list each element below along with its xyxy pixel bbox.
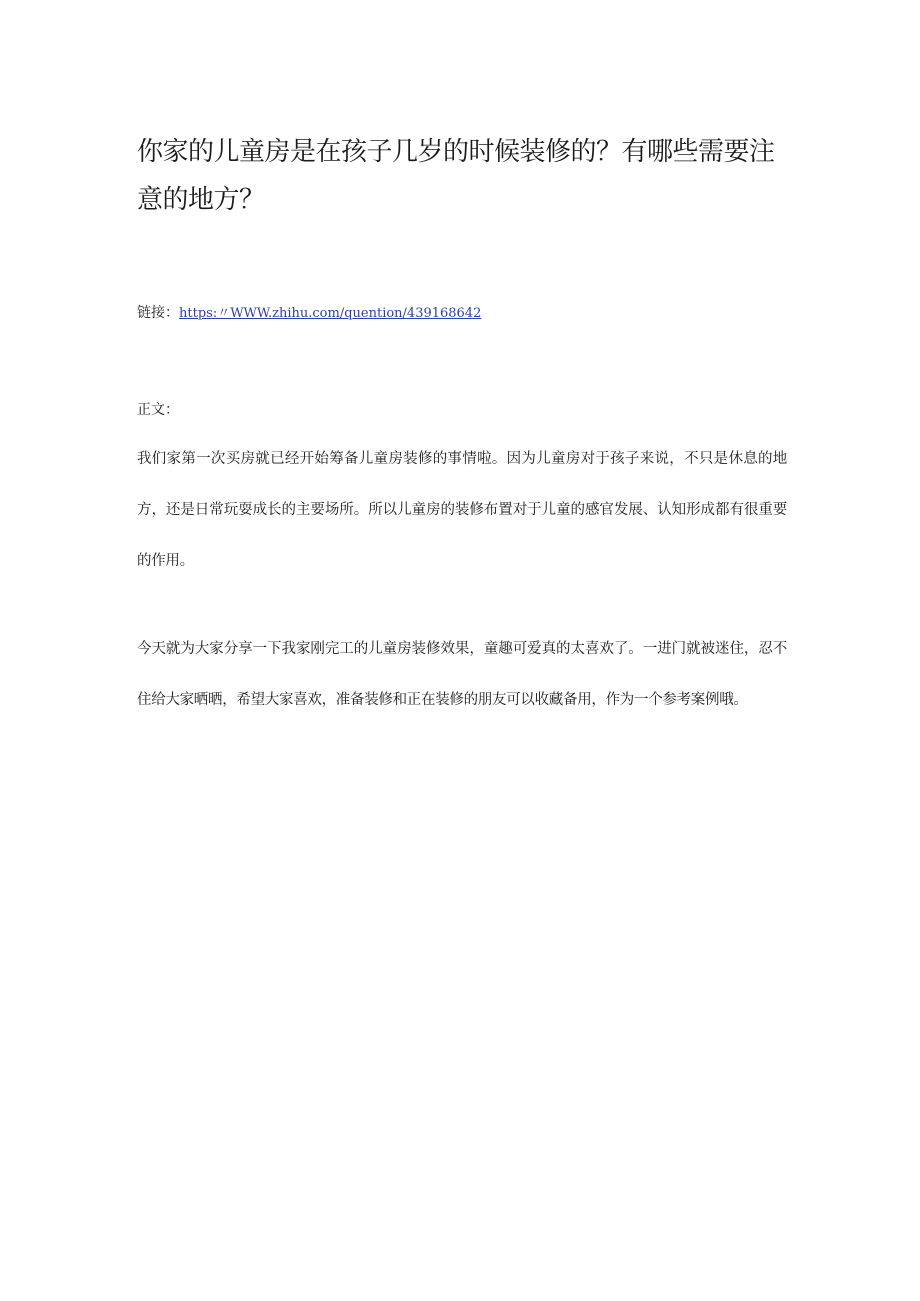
article-title: 你家的儿童房是在孩子几岁的时候装修的？有哪些需要注意的地方？ bbox=[137, 137, 775, 215]
body-label: 正文： bbox=[137, 402, 179, 418]
link-label: 链接： bbox=[137, 305, 179, 321]
source-link[interactable]: https:〃WWW.zhihu.com/quention/439168642 bbox=[179, 306, 482, 321]
paragraph-1: 我们家第一次买房就已经开始筹备儿童房装修的事情啦。因为儿童房对于孩子来说，不只是休息的地方，还是日常玩耍成长的主要场所。所以儿童房的装修布置对于儿童的感官发展、认知形成都有很重要的作用。 bbox=[137, 451, 787, 569]
source-link-line bbox=[137, 300, 481, 327]
paragraph-2: 今天就为大家分享一下我家刚完工的儿童房装修效果，童趣可爱真的太喜欢了。一进门就被迷住，忍不住给大家晒晒，希望大家喜欢，准备装修和正在装修的朋友可以收藏备用，作为一个参考案例哦。 bbox=[137, 641, 787, 708]
